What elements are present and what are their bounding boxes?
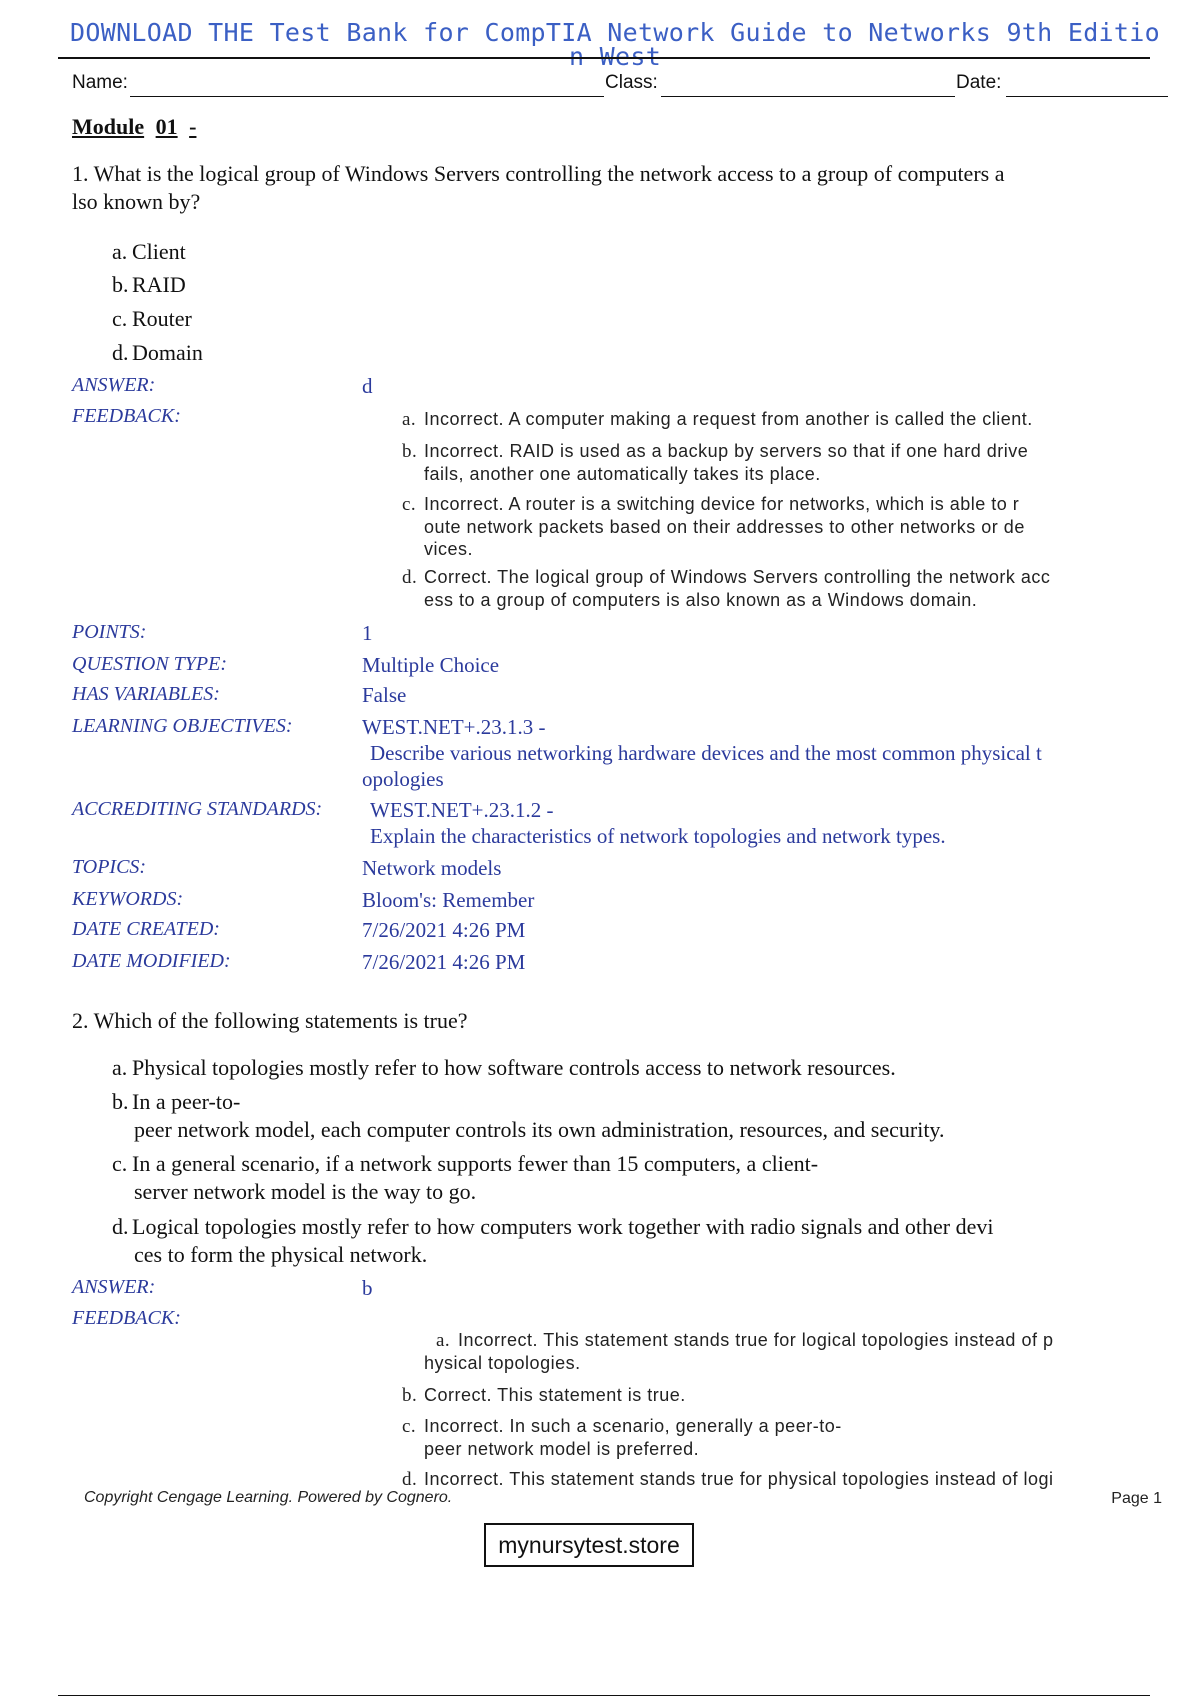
feedback-text: fails, another one automatically takes its place.	[424, 464, 821, 484]
date-field[interactable]	[1006, 96, 1168, 97]
store-link[interactable]: mynursytest.store	[484, 1523, 694, 1567]
q1-qtype-label: QUESTION TYPE:	[72, 653, 228, 675]
feedback-text: Correct. This statement is true.	[424, 1385, 686, 1405]
q1-option-d	[112, 339, 203, 367]
q1-keywords-value: Bloom's: Remember	[362, 888, 535, 912]
q1-modified-label: DATE MODIFIED:	[72, 950, 231, 972]
option-letter: a.	[112, 239, 128, 264]
q1-option-b	[112, 271, 186, 299]
feedback-text: oute network packets based on their addresses to other networks or de	[424, 517, 1025, 537]
option-letter: c.	[112, 1151, 128, 1176]
option-letter: b.	[112, 1089, 129, 1114]
feedback-text: Incorrect. RAID is used as a backup by servers so that if one hard drive	[424, 441, 1029, 461]
q2-answer-value: b	[362, 1276, 373, 1300]
option-text: Client	[132, 239, 186, 264]
page-number: Page 1	[1111, 1490, 1162, 1507]
option-text: Logical topologies mostly refer to how computers work together with radio signals and other devi	[132, 1214, 994, 1239]
q2-feedback-a	[402, 1329, 1132, 1374]
class-field[interactable]	[661, 96, 955, 97]
option-text: Router	[132, 306, 192, 331]
acc-line: Explain the characteristics of network topologies and network types.	[370, 824, 946, 848]
q1-keywords-label: KEYWORDS:	[72, 888, 184, 910]
feedback-text: Incorrect. This statement stands true for logical topologies instead of p	[458, 1330, 1054, 1350]
q2-option-c	[112, 1150, 1162, 1206]
q2-option-a	[112, 1054, 1162, 1082]
date-label: Date:	[956, 72, 1002, 93]
feedback-text: Incorrect. A computer making a request from another is called the client.	[424, 409, 1033, 429]
feedback-text: ess to a group of computers is also known as a Windows domain.	[424, 590, 978, 610]
question-1-text	[72, 160, 1172, 216]
module-dash: -	[189, 114, 197, 139]
q2-feedback-c	[402, 1415, 1132, 1460]
q1-points-value: 1	[362, 621, 373, 645]
q1-text-line1: What is the logical group of Windows Servers controlling the network access to a group of computers a	[93, 161, 1005, 186]
q1-answer-label: ANSWER:	[72, 374, 156, 396]
q1-feedback-c	[402, 493, 1122, 560]
q1-created-value: 7/26/2021 4:26 PM	[362, 918, 526, 942]
bottom-rule	[58, 1695, 1150, 1696]
q2-text: Which of the following statements is true?	[93, 1008, 468, 1033]
option-letter: a.	[112, 1055, 128, 1080]
q1-created-label: DATE CREATED:	[72, 918, 220, 940]
q1-hasvar-value: False	[362, 683, 407, 707]
q1-option-a	[112, 238, 186, 266]
q1-text-line2: lso known by?	[72, 189, 201, 214]
feedback-text: peer network model is preferred.	[424, 1439, 700, 1459]
option-text: ces to form the physical network.	[134, 1242, 428, 1267]
feedback-text: Incorrect. This statement stands true for physical topologies instead of logi	[424, 1469, 1054, 1489]
copyright-footer: Copyright Cengage Learning. Powered by Cognero.	[84, 1489, 453, 1506]
feedback-letter: c.	[402, 494, 417, 515]
feedback-text: Incorrect. A router is a switching device for networks, which is able to r	[424, 494, 1020, 514]
option-letter: d.	[112, 1214, 129, 1239]
feedback-letter: b.	[402, 1385, 418, 1406]
q1-feedback-a	[402, 408, 1122, 431]
class-label: Class:	[605, 72, 658, 93]
q2-feedback-d	[402, 1468, 1132, 1491]
q1-modified-value: 7/26/2021 4:26 PM	[362, 950, 526, 974]
feedback-text: hysical topologies.	[424, 1353, 581, 1373]
q2-option-b	[112, 1088, 1162, 1144]
feedback-text: Incorrect. In such a scenario, generally a peer-to-	[424, 1416, 842, 1436]
feedback-letter: c.	[402, 1416, 417, 1437]
option-text: Physical topologies mostly refer to how software controls access to network resources.	[132, 1055, 896, 1080]
option-text: Domain	[132, 340, 203, 365]
q1-feedback-label: FEEDBACK:	[72, 405, 181, 427]
q1-feedback-d	[402, 566, 1122, 611]
q1-topics-label: TOPICS:	[72, 856, 147, 878]
option-text: server network model is the way to go.	[134, 1179, 477, 1204]
option-letter: d.	[112, 340, 129, 365]
feedback-letter: d.	[402, 1469, 418, 1490]
lo-line: WEST.NET+.23.1.3 -	[362, 715, 546, 739]
name-label: Name:	[72, 72, 128, 93]
q1-lo-value	[362, 714, 1162, 792]
q1-hasvar-label: HAS VARIABLES:	[72, 683, 220, 705]
feedback-letter: d.	[402, 567, 418, 588]
name-field[interactable]	[130, 96, 604, 97]
option-text: In a general scenario, if a network supports fewer than 15 computers, a client-	[132, 1151, 819, 1176]
q1-qtype-value: Multiple Choice	[362, 653, 500, 677]
feedback-letter: b.	[402, 441, 418, 462]
q1-lo-label: LEARNING OBJECTIVES:	[72, 715, 293, 737]
q2-option-d	[112, 1213, 1162, 1269]
feedback-text: vices.	[424, 539, 474, 559]
option-text: peer network model, each computer controls its own administration, resources, and security.	[134, 1117, 945, 1142]
module-word: Module	[72, 114, 145, 139]
option-text: RAID	[132, 272, 186, 297]
top-rule	[58, 57, 1150, 59]
lo-line: opologies	[362, 767, 444, 791]
feedback-letter: a.	[436, 1330, 451, 1351]
q1-topics-value: Network models	[362, 856, 502, 880]
download-banner[interactable]	[70, 18, 1160, 72]
question-2-text	[72, 1007, 468, 1035]
q1-feedback-b	[402, 440, 1122, 485]
q1-number: 1.	[72, 161, 89, 186]
option-text: In a peer-to-	[132, 1089, 241, 1114]
feedback-text: Correct. The logical group of Windows Servers controlling the network acc	[424, 567, 1051, 587]
acc-line: WEST.NET+.23.1.2 -	[370, 798, 554, 822]
q1-answer-value: d	[362, 374, 373, 398]
feedback-letter: a.	[402, 409, 417, 430]
banner-line-1: DOWNLOAD THE Test Bank for CompTIA Network Guide to Networks 9th Editio	[70, 18, 1160, 47]
option-letter: b.	[112, 272, 129, 297]
option-letter: c.	[112, 306, 128, 331]
q1-option-c	[112, 305, 192, 333]
q2-number: 2.	[72, 1008, 89, 1033]
q2-answer-label: ANSWER:	[72, 1276, 156, 1298]
q1-acc-label: ACCREDITING STANDARDS:	[72, 798, 323, 820]
banner-line-2: n West	[568, 42, 662, 71]
q2-feedback-b	[402, 1384, 1132, 1407]
module-number: 01	[155, 114, 178, 139]
q1-acc-value	[370, 797, 1170, 849]
module-heading	[72, 114, 196, 140]
q1-points-label: POINTS:	[72, 621, 147, 643]
lo-line: Describe various networking hardware devices and the most common physical t	[370, 741, 1042, 765]
q2-feedback-label: FEEDBACK:	[72, 1307, 181, 1329]
